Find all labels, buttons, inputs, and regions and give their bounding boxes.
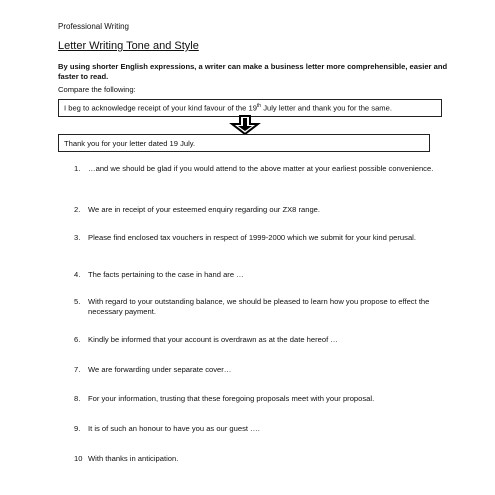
item-number: 1.	[74, 164, 81, 173]
original-sentence-start: I beg to acknowledge receipt of your kind favour of the 19	[64, 103, 257, 113]
item-text: Please find enclosed tax vouchers in respect of 1999-2000 which we submit for your kind perusal.	[88, 233, 416, 242]
item-text: With thanks in anticipation.	[88, 454, 179, 463]
item-number: 9.	[74, 424, 81, 433]
item-number: 5.	[74, 297, 81, 306]
item-text: …and we should be glad if you would attend to the above matter at your earliest possible convenience.	[88, 164, 434, 173]
rewritten-sentence: Thank you for your letter dated 19 July.	[64, 138, 196, 148]
item-text: The facts pertaining to the case in hand are …	[88, 270, 244, 279]
item-text: Kindly be informed that your account is overdrawn as at the date hereof …	[88, 335, 338, 344]
item-number: 2.	[74, 205, 81, 214]
original-sentence	[64, 103, 392, 113]
item-number: 3.	[74, 233, 81, 242]
item-number: 6.	[74, 335, 81, 344]
item-number: 7.	[74, 365, 81, 374]
item-text: For your information, trusting that these foregoing proposals meet with your proposal.	[88, 394, 375, 403]
page-title: Letter Writing Tone and Style	[58, 40, 199, 52]
page-header: Professional Writing	[58, 22, 129, 31]
intro-paragraph: By using shorter English expressions, a writer can make a business letter more comprehensible, easier and faster to read.	[58, 62, 448, 81]
item-number: 4.	[74, 270, 81, 279]
original-sentence-end: July letter and thank you for the same.	[261, 103, 392, 113]
compare-label: Compare the following:	[58, 85, 136, 94]
rewritten-sentence-box	[58, 134, 430, 152]
ordinal-suffix: th	[256, 103, 262, 110]
item-text: We are forwarding under separate cover…	[88, 365, 232, 374]
down-arrow-icon	[229, 115, 261, 135]
item-text: It is of such an honour to have you as our guest ….	[88, 424, 260, 433]
item-text: With regard to your outstanding balance, we should be pleased to learn how you propose to effect the necessary payment.	[88, 297, 430, 316]
item-text: We are in receipt of your esteemed enquiry regarding our ZX8 range.	[88, 205, 321, 214]
item-number: 10	[74, 454, 83, 463]
item-number: 8.	[74, 394, 81, 403]
